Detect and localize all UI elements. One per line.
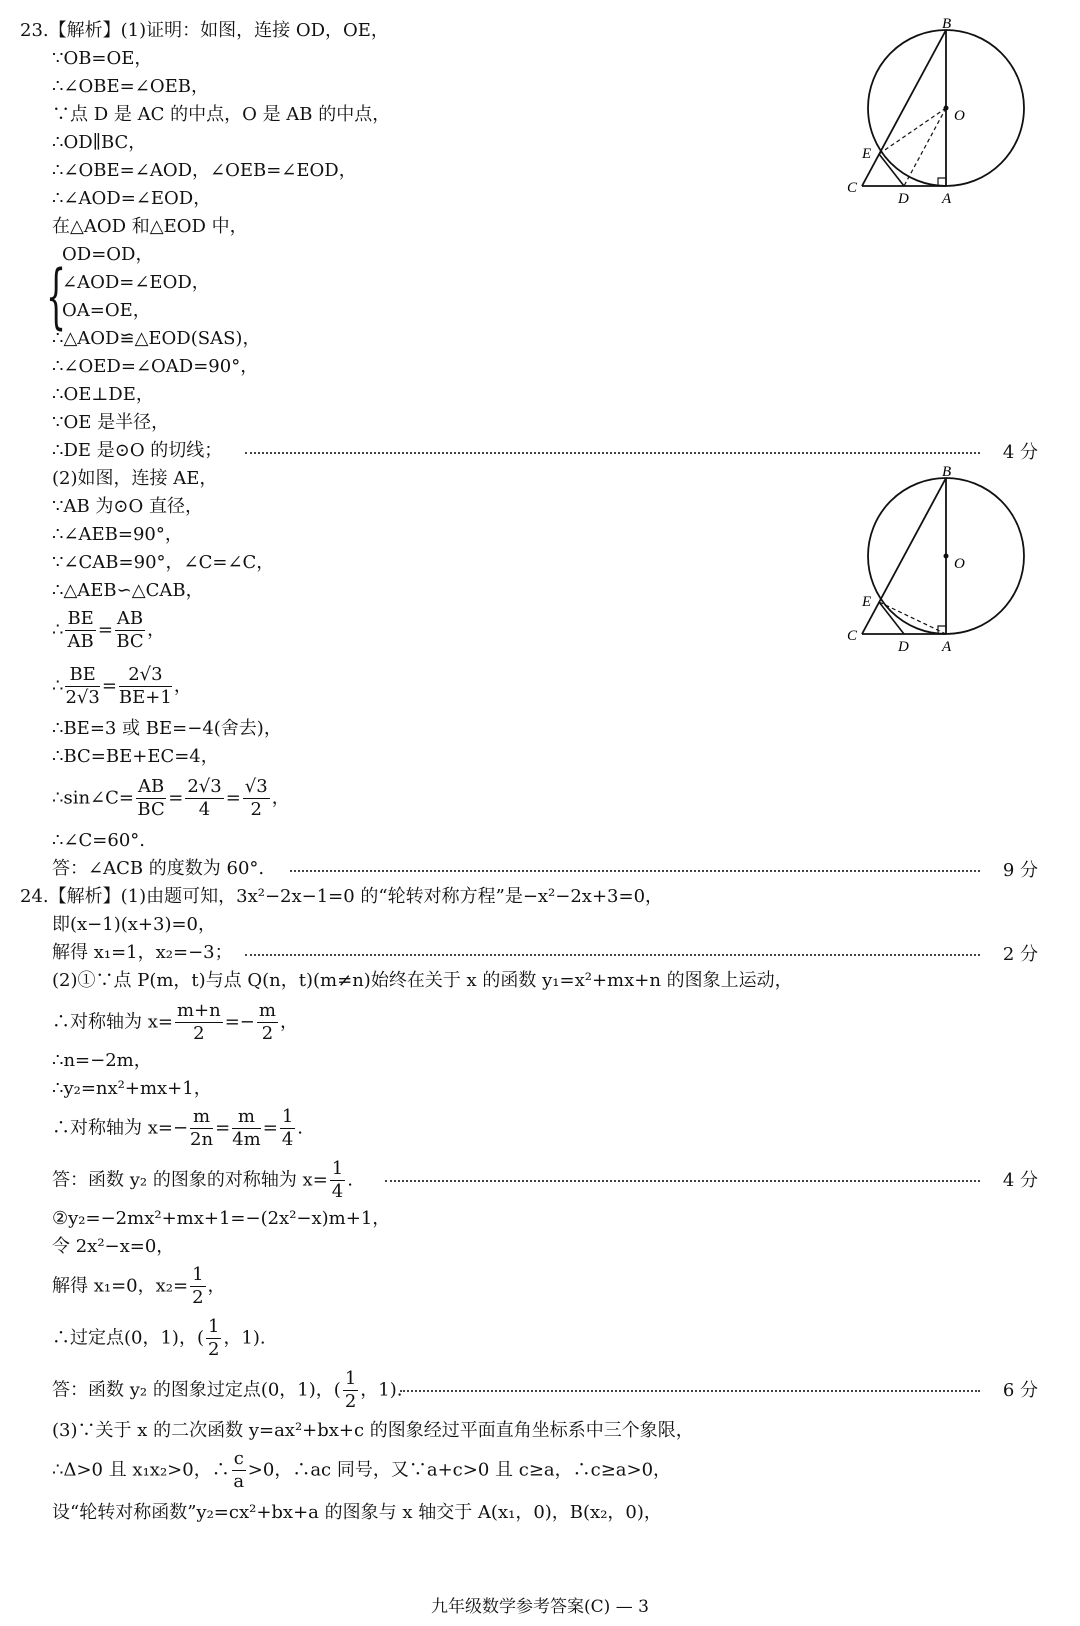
q24-axis-line-2: ∴对称轴为 x=− $\frac{m}{2n}$ = $\frac{m}{4m}$ = $\frac{1}{4}$ . — [52, 1106, 303, 1150]
q23-answer: 答：∠ACB 的度数为 60°. — [52, 858, 265, 879]
segment-ae — [879, 602, 946, 634]
q24-answer-1: 答：函数 y₂ 的图象的对称轴为 x= $\frac{1}{4}$ . — [52, 1158, 353, 1202]
q24-line-4: (2)①∵点 P(m，t)与点 Q(n，t)(m≠n)始终在关于 x 的函数 y₁=x²+mx+n 的图象上运动， — [52, 970, 793, 991]
dotted-leader — [245, 954, 980, 956]
q23-line-6: ∴∠OBE=∠AOD，∠OEB=∠EOD， — [52, 160, 357, 181]
label-b: B — [942, 464, 952, 480]
page-footer: 九年级数学参考答案(C) — 3 — [431, 1597, 649, 1617]
geometry-figure-1 — [840, 14, 1040, 214]
q24-line-3: 解得 x₁=1，x₂=−3； — [52, 942, 233, 963]
q24-line-2: 即(x−1)(x+3)=0， — [52, 914, 216, 935]
center-point — [944, 554, 949, 559]
q23-line-12: ∴△AOD≌△EOD(SAS)， — [52, 328, 261, 349]
q23-line-24: ∴BE=3 或 BE=−4(舍去)， — [52, 718, 282, 739]
system-brace: { — [46, 255, 67, 337]
q23-line-5: ∴OD∥BC， — [52, 132, 147, 153]
q24-line-7: ∴y₂=nx²+mx+1， — [52, 1078, 212, 1099]
q24-line-16: ∴Δ>0 且 x₁x₂>0，∴ $\frac{c}{a}$ >0，∴ac 同号，又∵a+c>0 且 c≥a，∴c≥a>0， — [52, 1448, 672, 1492]
q23-line-8: 在△AOD 和△EOD 中， — [52, 216, 248, 237]
q23-line-20: ∵∠CAB=90°，∠C=∠C， — [52, 552, 275, 573]
geometry-figure-2 — [840, 462, 1040, 662]
label-d: D — [898, 191, 909, 207]
q23-line-10: ∠AOD=∠EOD， — [62, 272, 210, 293]
q23-line-11: OA=OE， — [62, 300, 151, 321]
score-label: 9 分 — [1002, 860, 1038, 881]
segment-bc — [862, 478, 946, 634]
q23-ratio-2: ∴ $\frac{BE}{2√3}$ = $\frac{2√3}{BE+1}$ ， — [52, 664, 192, 708]
label-a: A — [942, 639, 952, 655]
q23-line-3: ∴∠OBE=∠OEB， — [52, 76, 209, 97]
q24-axis-line-1: ∴对称轴为 x= $\frac{m+n}{2}$ =− $\frac{m}{2}$ ， — [52, 1000, 298, 1044]
segment-oe — [879, 108, 946, 154]
score-label: 4 分 — [1002, 1170, 1038, 1191]
label-d: D — [898, 639, 909, 655]
label-a: A — [942, 191, 952, 207]
score-label: 4 分 — [1002, 442, 1038, 463]
q24-line-15: (3)∵关于 x 的二次函数 y=ax²+bx+c 的图象经过平面直角坐标系中三个象限， — [52, 1420, 694, 1441]
label-e: E — [862, 594, 872, 610]
q23-sin-line: ∴sin∠C= $\frac{AB}{BC}$ = $\frac{2√3}{4}$ = $\frac{√3}{2}$ ， — [52, 776, 290, 820]
q23-ratio-1: ∴ $\frac{BE}{AB}$ = $\frac{AB}{BC}$ ， — [52, 608, 166, 652]
q23-line-4: ∵点 D 是 AC 的中点，O 是 AB 的中点， — [52, 104, 391, 125]
segment-bc — [862, 30, 946, 186]
label-o: O — [954, 556, 965, 572]
label-c: C — [847, 628, 858, 644]
q23-line-14: ∴OE⊥DE， — [52, 384, 154, 405]
label-b: B — [942, 16, 952, 32]
q24-line-13: ∴过定点(0，1)，( $\frac{1}{2}$ ，1). — [52, 1316, 266, 1360]
q23-line-16: ∴DE 是⊙O 的切线； — [52, 440, 223, 461]
q24-line-1: 24.【解析】(1)由题可知，3x²−2x−1=0 的“轮转对称方程”是−x²−2x+3=0， — [20, 886, 664, 907]
score-label: 6 分 — [1002, 1380, 1038, 1401]
q23-line-9: OD=OD， — [62, 244, 154, 265]
q24-line-11: 令 2x²−x=0， — [52, 1236, 175, 1257]
q23-line-27: ∴∠C=60°. — [52, 830, 146, 851]
q24-line-6: ∴n=−2m， — [52, 1050, 152, 1071]
q24-line-17: 设“轮转对称函数”y₂=cx²+bx+a 的图象与 x 轴交于 A(x₁，0)，B(x₂，0)， — [52, 1502, 662, 1523]
label-e: E — [862, 146, 872, 162]
segment-ed — [879, 602, 904, 634]
score-label: 2 分 — [1002, 944, 1038, 965]
q23-line-1: 23.【解析】(1)证明：如图，连接 OD，OE， — [20, 20, 389, 41]
q23-line-2: ∵OB=OE， — [52, 48, 153, 69]
segment-od — [904, 108, 946, 186]
dotted-leader — [400, 1390, 980, 1392]
center-point — [944, 106, 949, 111]
q23-line-25: ∴BC=BE+EC=4， — [52, 746, 219, 767]
q23-line-17: (2)如图，连接 AE， — [52, 468, 218, 489]
dotted-leader — [385, 1180, 980, 1182]
q23-line-13: ∴∠OED=∠OAD=90°， — [52, 356, 259, 377]
q23-line-21: ∴△AEB∽△CAB， — [52, 580, 204, 601]
q23-line-18: ∵AB 为⊙O 直径， — [52, 496, 203, 517]
q23-line-15: ∵OE 是半径， — [52, 412, 170, 433]
label-c: C — [847, 180, 858, 196]
q23-line-19: ∴∠AEB=90°， — [52, 524, 183, 545]
q24-line-12: 解得 x₁=0，x₂= $\frac{1}{2}$ ， — [52, 1264, 226, 1308]
q24-line-10: ②y₂=−2mx²+mx+1=−(2x²−x)m+1， — [52, 1208, 391, 1229]
dotted-leader — [245, 452, 980, 454]
label-o: O — [954, 108, 965, 124]
q23-line-7: ∴∠AOD=∠EOD， — [52, 188, 212, 209]
dotted-leader — [290, 870, 980, 872]
q24-answer-2: 答：函数 y₂ 的图象过定点(0，1)，( $\frac{1}{2}$ ，1). — [52, 1368, 403, 1412]
segment-ed — [879, 154, 904, 186]
